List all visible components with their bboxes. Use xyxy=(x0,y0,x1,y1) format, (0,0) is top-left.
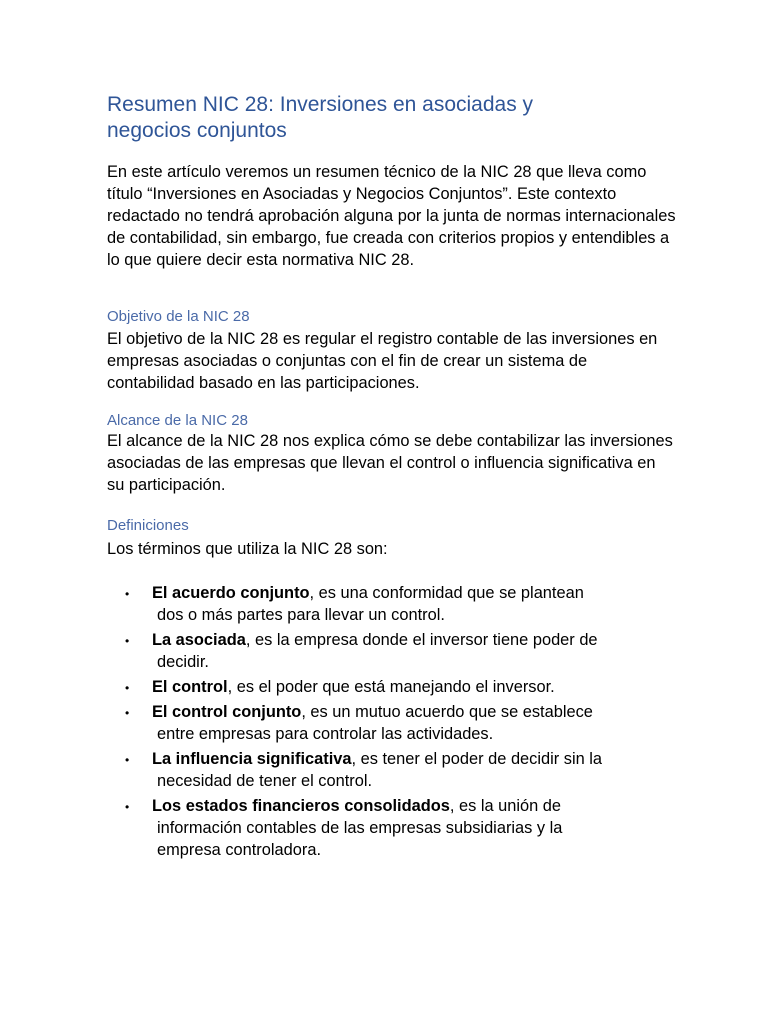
bullet-icon: • xyxy=(125,681,130,695)
definition-text: , es tener el poder de decidir sin la xyxy=(351,750,603,768)
term-label: Los estados financieros consolidados xyxy=(152,797,450,815)
definition-text-cont: dos o más partes para llevar un control. xyxy=(157,606,445,624)
definition-text: , es la unión de xyxy=(449,797,562,815)
list-item-control-conjunto xyxy=(125,701,665,745)
list-item-control xyxy=(125,676,665,698)
alcance-heading: Alcance de la NIC 28 xyxy=(107,412,248,429)
term-label: La influencia significativa xyxy=(152,750,352,768)
intro-paragraph: En este artículo veremos un resumen técnico de la NIC 28 que lleva como título “Inversiones en Asociadas y Negocios Conjuntos”. Este contexto redactado no tendrá aprobación alguna por la junta de normas internacionales de contabilidad, sin embargo, fue creada con criterios propios y entendibles a lo que quiere decir esta normativa NIC 28. xyxy=(107,163,676,269)
definiciones-heading: Definiciones xyxy=(107,517,189,534)
bullet-icon: • xyxy=(125,587,130,601)
alcance-paragraph: El alcance de la NIC 28 nos explica cómo se debe contabilizar las inversiones asociadas de las empresas que llevan el control o influencia significativa en su participación. xyxy=(107,432,673,494)
definition-text-cont: decidir. xyxy=(157,653,209,671)
list-item-estados-financieros xyxy=(125,795,665,861)
definition-text-cont: entre empresas para controlar las actividades. xyxy=(157,725,494,743)
definiciones-intro: Los términos que utiliza la NIC 28 son: xyxy=(107,540,388,558)
definition-text-cont-2: empresa controladora. xyxy=(157,841,321,859)
definition-text-cont: información contables de las empresas subsidiarias y la xyxy=(157,819,563,837)
definition-text: , es la empresa donde el inversor tiene poder de xyxy=(245,631,598,649)
bullet-icon: • xyxy=(125,800,130,814)
list-item-asociada xyxy=(125,629,665,673)
objetivo-paragraph: El objetivo de la NIC 28 es regular el registro contable de las inversiones en empresas asociadas o conjuntas con el fin de crear un sistema de contabilidad basado en las participaciones. xyxy=(107,330,658,392)
term-label: El control xyxy=(152,678,228,696)
term-label: La asociada xyxy=(152,631,246,649)
definition-text: , es una conformidad que se plantean xyxy=(309,584,584,602)
list-item-acuerdo-conjunto xyxy=(125,582,665,626)
term-label: El acuerdo conjunto xyxy=(152,584,310,602)
definition-text: , es el poder que está manejando el inversor. xyxy=(227,678,555,696)
list-item-influencia-significativa xyxy=(125,748,665,792)
term-label: El control conjunto xyxy=(152,703,302,721)
definition-text-cont: necesidad de tener el control. xyxy=(157,772,373,790)
objetivo-heading: Objetivo de la NIC 28 xyxy=(107,308,250,325)
definitions-list xyxy=(125,582,665,864)
page-title xyxy=(107,92,667,144)
page-title-line-2: negocios conjuntos xyxy=(107,119,287,142)
bullet-icon: • xyxy=(125,753,130,767)
page-title-line-1: Resumen NIC 28: Inversiones en asociadas y xyxy=(107,93,534,116)
definition-text: , es un mutuo acuerdo que se establece xyxy=(301,703,593,721)
bullet-icon: • xyxy=(125,634,130,648)
bullet-icon: • xyxy=(125,706,130,720)
